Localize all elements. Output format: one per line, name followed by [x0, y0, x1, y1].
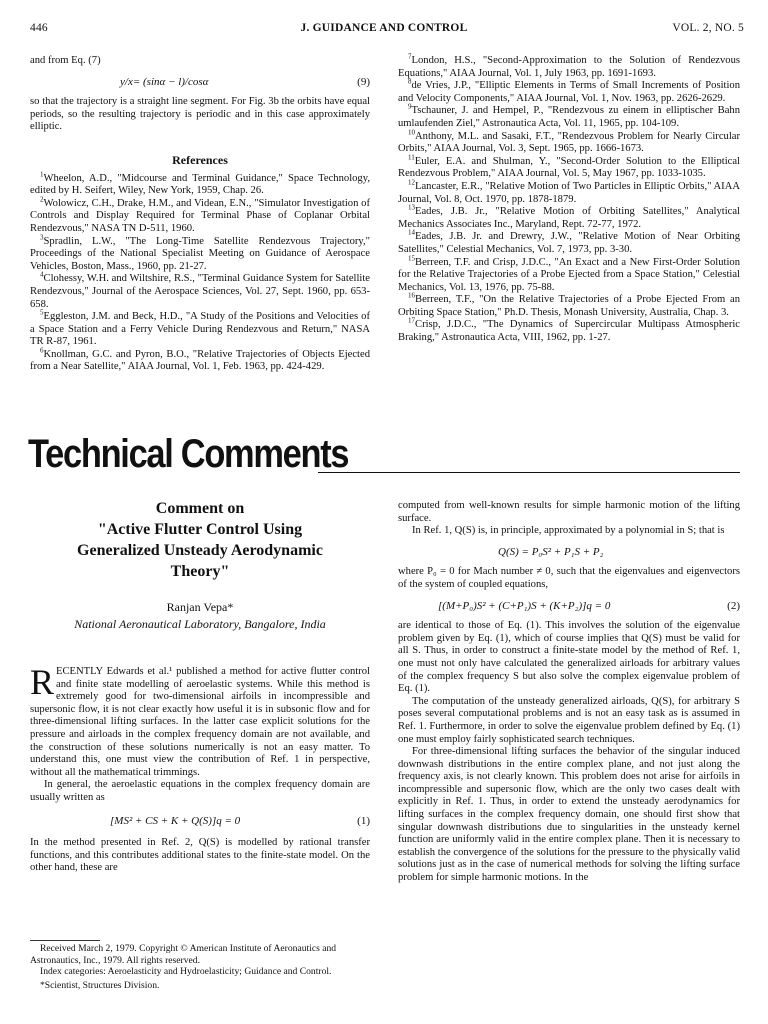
equation-q: Q(S) = P₀S² + P₁S + P₂	[498, 545, 604, 558]
footnote: Index categories: Aeroelasticity and Hydroelasticity; Guidance and Control.	[40, 966, 332, 977]
reference-number: 9	[408, 102, 412, 111]
references-list-right	[398, 52, 740, 345]
comment-body-right	[398, 500, 740, 885]
reference-number: 2	[40, 195, 44, 204]
reference-number: 4	[40, 270, 44, 279]
body-paragraph: In Ref. 1, Q(S) is, in principle, approximated by a polynomial in S; that is	[412, 525, 725, 537]
journal-title: J. GUIDANCE AND CONTROL	[300, 22, 468, 34]
body-paragraph: computed from well-known results for simple harmonic motion of the lifting surface.	[398, 500, 740, 524]
affiliation: National Aeronautical Laboratory, Bangalore, India	[74, 617, 326, 631]
reference-text: Crisp, J.D.C., "The Dynamics of Supercircular Multipass Atmospheric Braking," Astronautica Acta, VIII, 1962, pp. 1-27.	[398, 319, 740, 344]
reference-text: Eades, J.B. Jr. and Drewry, J.W., "Relative Motion of Near Orbiting Satellites," Celestial Mechanics, Vol. 7, 1973, pp. 3-30.	[398, 231, 740, 255]
reference-number: 15	[408, 253, 415, 262]
body-paragraph: where P₀ = 0 for Mach number ≠ 0, such that the eigenvalues and eigenvectors of the system of coupled equations,	[398, 566, 740, 590]
reference-item	[30, 346, 370, 374]
reference-item	[398, 77, 740, 105]
comment-title-line: Comment on	[155, 500, 245, 517]
section-title: Technical Comments	[28, 432, 349, 476]
equation-9: y/x= (sinα − l)/cosα (9)	[120, 75, 370, 88]
equation-1: [MS² + CS + K + Q(S)]q = 0 (1)	[110, 814, 370, 827]
equation-2: [(M+P₀)S² + (C+P₁)S + (K+P₂)]q = 0 (2)	[438, 599, 740, 612]
reference-text: de Vries, J.P., "Elliptic Elements in Terms of Small Increments of Position and Velocity Components," AIAA Journal, Vol. 1, Nov. 1963, pp. 2626-2629.	[398, 80, 740, 104]
reference-text: Clohessy, W.H. and Wiltshire, R.S., "Terminal Guidance System for Satellite Rendezvous," Journal of the Aerospace Sciences, Vol. 27, Sept. 1960, pp. 653-658.	[30, 273, 370, 310]
reference-text: Anthony, M.L. and Sasaki, F.T., "Rendezvous Problem for Nearly Circular Orbits," AIAA Journal, Vol. 3, Sept. 1965, pp. 1666-1673.	[398, 130, 740, 155]
comment-body-left	[30, 662, 370, 875]
reference-text: Wolowicz, C.H., Drake, H.M., and Videan, E.N., "Simulator Investigation of Controls and Display Required for Terminal Phase of Coplanar Orbital Rendezvous," NASA TN D-511, 1960.	[30, 197, 370, 234]
reference-text: Euler, E.A. and Shulman, Y., "Second-Order Solution to the Elliptical Rendezvous Problem," AIAA Journal, Vol. 5, May 1967, pp. 1033-1035.	[398, 155, 740, 180]
body-paragraph: are identical to those of Eq. (1). This involves the solution of the eigenvalue problem given by Eq. (1), which of course implies that Q(S) must be valid for all S. Thus, in order to construct a finite-state model by the method of Ref. 1, one must not only have calculated the generalized airloads for arbitrary values of the complex frequency S but also solve the complex eigenvalue problem of Eq. (1).	[398, 620, 740, 695]
reference-text: Eades, J.B. Jr., "Relative Motion of Orbiting Satellites," Analytical Mechanics Associates Inc., Maryland, Rept. 72-77, 1972.	[398, 206, 740, 230]
reference-item	[30, 170, 370, 198]
reference-text: Wheelon, A.D., "Midcourse and Terminal Guidance," Space Technology, edited by H. Seifert, Wiley, New York, 1959, Chap. 26.	[30, 172, 370, 197]
footnote-rule	[30, 940, 100, 941]
comment-title-line: Theory"	[170, 563, 230, 580]
reference-text: London, H.S., "Second-Approximation to the Solution of Rendezvous Equations," AIAA Journal, Vol. 1, July 1963, pp. 1691-1693.	[398, 55, 740, 79]
body-paragraph: In the method presented in Ref. 2, Q(S) is modelled by rational transfer functions, and this contributes additional states to the finite-state model. On the other hand, these are	[30, 837, 370, 874]
reference-number: 17	[408, 316, 415, 325]
references-list-left	[30, 170, 370, 375]
reference-number: 11	[408, 153, 415, 162]
top-right-column	[398, 52, 740, 345]
body-paragraph: so that the trajectory is a straight line segment. For Fig. 3b the orbits have equal periods, so the resulting trajectory is periodic and in this case approximately elliptic.	[30, 96, 370, 133]
reference-text: Spradlin, L.W., "The Long-Time Satellite Rendezvous Trajectory," Proceedings of the National Specialist Meeting on Guidance of Aerospace Vehicles, Boston, Mass., 1960, pp. 21-27.	[30, 235, 370, 272]
reference-item	[398, 153, 740, 181]
page-number: 446	[30, 22, 48, 34]
reference-number: 6	[40, 346, 44, 355]
reference-text: Tschauner, J. and Hempel, P., "Rendezvous zu einem in elliptischer Bahn umlaufenden Ziel," Astronautica Acta, Vol. 11, 1965, pp. 104-109.	[398, 105, 740, 129]
body-paragraph: For three-dimensional lifting surfaces the behavior of the singular induced downwash distributions in the entire complex plane, and not just along the frequency axis, is not clearly known. This problem does not arise for airfoils in incompressible and supersonic flow, which are the only two cases dealt with explicitly in Ref. 1. Thus, in order to extend the unsteady aerodynamics for lifting surfaces in the complex frequency domain, one should first show that singular downwash distributions due to singularities in the unsteady kernel function are uniformly valid in the entire complex plane. Then it is necessary to establish the convergence of the solutions for the pressure to the physically valid solutions just as in the case of numerical methods for solving the lifting surface problem for simple harmonic motions. In the	[398, 746, 740, 884]
reference-text: Berreen, T.F. and Crisp, J.D.C., "An Exact and a New First-Order Solution for the Relative Trajectories of a Probe Ejected from a Space Station," Celestial Mechanics, Vol. 13, 1976, pp. 75-88.	[398, 256, 740, 293]
footnotes	[30, 940, 370, 991]
reference-item	[398, 203, 740, 231]
reference-item	[398, 253, 740, 295]
comment-title-line: "Active Flutter Control Using	[97, 521, 303, 538]
footnote: Received March 2, 1979. Copyright © American Institute of Aeronautics and Astronautics, Inc., 1979. All rights reserved.	[30, 943, 337, 966]
footnote: *Scientist, Structures Division.	[40, 979, 160, 991]
references-heading: References	[172, 152, 228, 167]
body-paragraph: The computation of the unsteady generalized airloads, Q(S), for arbitrary S poses several computational problems and is not an easy task as is assumed in Ref. 1. Furthermore, in order to solve the eigenvalue problem defined by Eq. (1) one must employ fairly sophisticated search techniques.	[398, 695, 740, 745]
body-paragraph: RECENTLY Edwards et al.¹ published a method for active flutter control and finite state modelling of aeroelastic systems. While this method is extremely good for two-dimensional airfoils in incompressible and supersonic flow, it is not clear exactly how useful it is in subsonic flow and for three-dimensional lifting surfaces. In the latter case explicit solutions for the pressure and airloads in the complex frequency domain are not available, and the construction of these solutions numerically is not an easy matter. To understand this, one must view the contribution of Ref. 1 in perspective, without all the mathematical trimmings.	[30, 662, 370, 778]
reference-item	[30, 308, 370, 349]
comment-title-block	[30, 498, 370, 632]
reference-item	[30, 195, 370, 236]
drop-cap: R	[30, 662, 55, 702]
reference-text: Knollman, G.C. and Pyron, B.O., "Relative Trajectories of Objects Ejected from a Near Satellite," AIAA Journal, Vol. 1, Feb. 1963, pp. 424-429.	[30, 348, 370, 373]
reference-number: 14	[408, 228, 415, 237]
reference-number: 7	[408, 52, 412, 61]
intro-text: and from Eq. (7)	[30, 55, 101, 66]
reference-number: 13	[408, 203, 415, 212]
reference-number: 12	[408, 178, 415, 187]
comment-title-line: Generalized Unsteady Aerodynamic	[77, 542, 323, 559]
reference-number: 8	[408, 77, 412, 86]
body-paragraph: In general, the aeroelastic equations in the complex frequency domain are usually written as	[30, 779, 370, 803]
reference-number: 10	[408, 128, 415, 137]
reference-item	[30, 233, 370, 274]
volume-issue: VOL. 2, NO. 5	[672, 22, 744, 34]
reference-text: Lancaster, E.R., "Relative Motion of Two Particles in Elliptic Orbits," AIAA Journal, Vol. 8, Oct. 1970, pp. 1878-1879.	[398, 180, 740, 205]
reference-item	[398, 102, 740, 130]
reference-number: 1	[40, 170, 44, 179]
reference-number: 16	[408, 291, 415, 300]
reference-item	[398, 128, 740, 156]
reference-item	[398, 228, 740, 256]
reference-item	[30, 270, 370, 311]
top-left-column	[30, 55, 370, 374]
reference-item	[398, 178, 740, 206]
section-title-rule	[318, 472, 740, 473]
reference-number: 5	[40, 308, 44, 317]
reference-item	[398, 52, 740, 80]
reference-item	[398, 316, 740, 344]
reference-item	[398, 291, 740, 319]
reference-text: Berreen, T.F., "On the Relative Trajectories of a Probe Ejected From an Orbiting Space Station," Ph.D. Thesis, Monash University, Australia, Chap. 3.	[398, 294, 740, 318]
author: Ranjan Vepa*	[166, 600, 234, 614]
reference-number: 3	[40, 233, 44, 241]
reference-text: Eggleston, J.M. and Beck, H.D., "A Study of the Positions and Velocities of a Space Station and a Ferry Vehicle During Rendezvous and Return," NASA TR R-87, 1961.	[30, 311, 370, 348]
